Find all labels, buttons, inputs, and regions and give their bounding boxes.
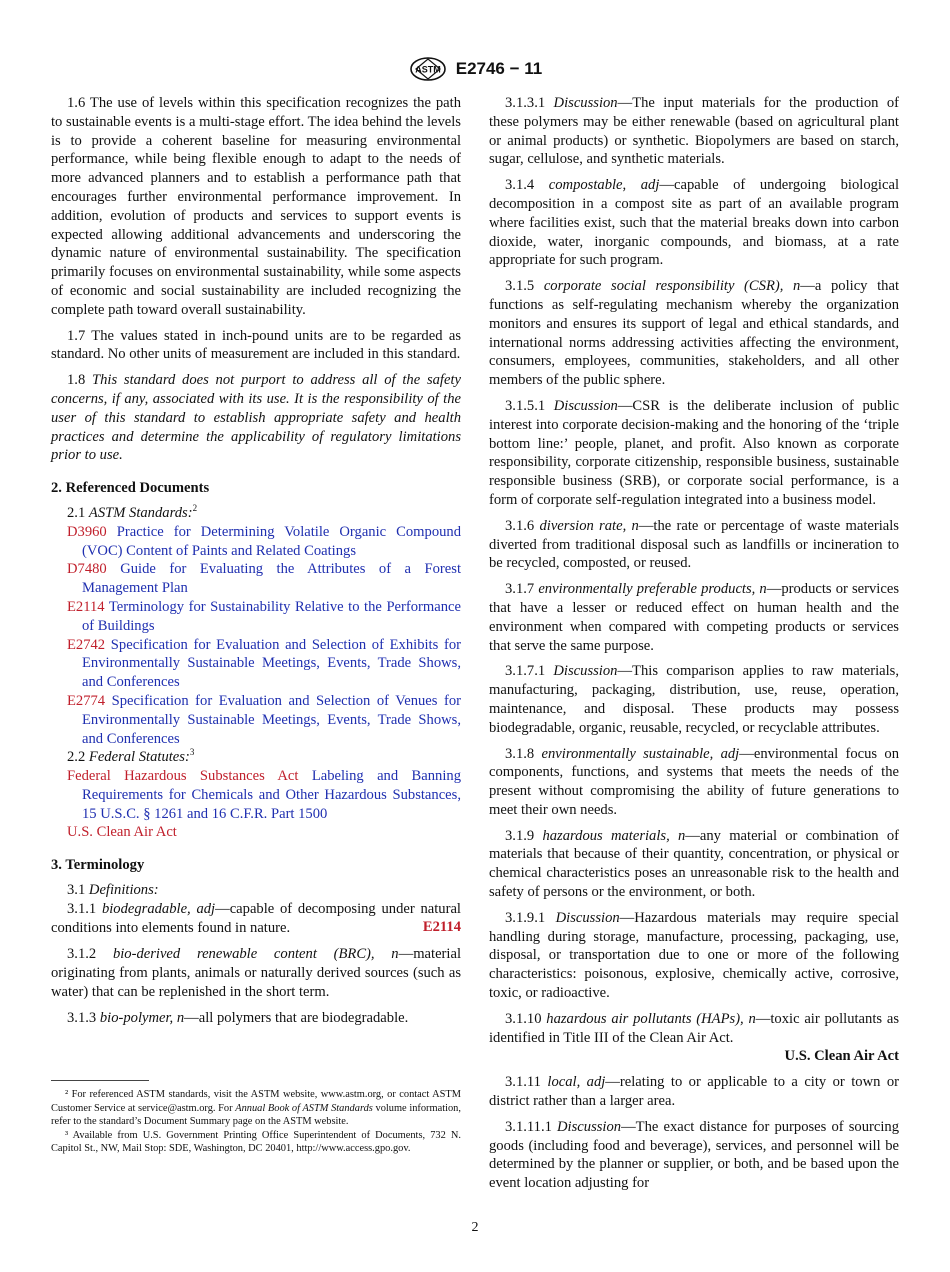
federal-references-list: [51, 767, 461, 842]
footnote-divider: [51, 1080, 149, 1081]
federal-reference-item: [51, 767, 461, 823]
reference-title-link[interactable]: Labeling and Banning Requirements for Chemicals and Other Hazardous Substances, 15 U.S.C. § 1261 and 16 C.F.R. Part 1500: [82, 768, 461, 822]
term-3-1-10: 3.1.10 hazardous air pollutants (HAPs), n—toxic air pollutants as identified in Title III of the Clean Air Act.: [489, 1010, 899, 1046]
term-3-1-8: 3.1.8 environmentally sustainable, adj—environmental focus on components, functions, and systems that meets the needs of the present without compromising the ability of future generations to meet their own needs.: [489, 745, 899, 818]
term-3-1-5: 3.1.5 corporate social responsibility (CSR), n—a policy that functions as self-regulating mechanism whereby the organization monitors and ensures its support of legal and ethical standards, and international norms addressing activities affecting the environment, consumers, employees, communities, stakeholders, and all other members of the public sphere.: [489, 278, 899, 389]
reference-title-link[interactable]: Specification for Evaluation and Selection of Venues for Environmentally Sustainable Meetings, Events, Trade Shows, and Conferences: [82, 692, 461, 747]
reference-code-link[interactable]: Federal Hazardous Substances Act: [67, 768, 299, 785]
term-3-1-9: 3.1.9 hazardous materials, n—any material or combination of materials that because of their quantity, concentration, or physical or chemical characteristics poses an unreasonable risk to the health and safety of persons or the environment, or both.: [489, 827, 899, 901]
astm-reference-item: [51, 636, 461, 692]
footnote-3: ³ Available from U.S. Government Printing Office Superintendent of Documents, 732 N. Capitol St., NW, Mail Stop: SDE, Washington, DC 20401, http://www.access.gpo.gov.: [51, 1129, 461, 1155]
astm-reference-item: [51, 560, 461, 598]
astm-reference-item: [51, 523, 461, 561]
definitions-heading: 3.1 Definitions:: [67, 882, 159, 899]
page-header: [0, 56, 950, 86]
astm-logo-icon: [408, 56, 448, 82]
paragraph-1-7: 1.7 The values stated in inch-pound units are to be regarded as standard. No other units of measurement are included in this standard.: [51, 327, 461, 363]
section-3-heading: 3. Terminology: [51, 857, 145, 874]
term-3-1-4: 3.1.4 compostable, adj—capable of undergoing biological decomposition in a compost site as part of an available program where facilities exist, such that the material breaks down into carbon dioxide, water, inorganic compounds, and biomass, at a rate appropriate for such program.: [489, 177, 899, 269]
reference-title-link[interactable]: Guide for Evaluating the Attributes of a Forest Management Plan: [82, 561, 461, 597]
term-3-1-7-1: 3.1.7.1 Discussion—This comparison applies to raw materials, manufacturing, packaging, distribution, use, reuse, operation, maintenance, and disposal. These products may possess biodegradable, organic, reusable, recycled, or recyclable attributes.: [489, 663, 899, 736]
right-column: [489, 94, 899, 1200]
term-3-1-11-1: 3.1.11.1 Discussion—The exact distance for purposes of sourcing goods (including food and beverage), services, and personnel will be determined by the planner or supplier, or both, and be based upon the event location adjusting for: [489, 1118, 899, 1192]
reference-code-link[interactable]: E2774: [67, 692, 106, 709]
term-3-1-5-1: 3.1.5.1 Discussion—CSR is the deliberate inclusion of public interest into corporate decision-making and the honoring of the ‘triple bottom line:’ people, planet, and profit. Also known as corporate responsibility, corporate citizenship, responsible business, sustainable responsible business (SRB), or corporate social performance, is a form of corporate self-regulation integrated into a business model.: [489, 397, 899, 508]
federal-statutes-heading: 2.2 Federal Statutes:$^3$: [67, 747, 195, 766]
paragraph-1-8: [51, 371, 461, 465]
footnotes: [51, 1080, 461, 1156]
reference-title-link[interactable]: Specification for Evaluation and Selection of Exhibits for Environmentally Sustainable Meetings, Events, Trade Shows, and Conferences: [82, 636, 461, 691]
paragraph-1-6: 1.6 The use of levels within this specification recognizes the path to sustainable events is a multi-stage effort. The idea behind the levels is to provide a coherent baseline for measuring environmental performance, while being flexible enough to adapt to the needs of more advanced planners and to establish a performance path that encourages further environmental performance improvement. In addition, evolution of products and services to support events is expected allowing additional advancements and underscoring the dynamic nature of environmental sustainability. The specification primarily focuses on environmental sustainability, while some aspects of economic and social sustainability are included recognizing the complete path toward overall sustainability.: [51, 95, 461, 318]
term-3-1-3: 3.1.3 bio-polymer, n—all polymers that are biodegradable.: [67, 1009, 409, 1026]
astm-reference-item: [51, 598, 461, 636]
svg-text:ASTM: ASTM: [414, 64, 441, 75]
term-3-1-10-source: U.S. Clean Air Act: [784, 1048, 899, 1065]
paragraph-1-8-text: This standard does not purport to address all of the safety concerns, if any, associated with its use. It is the responsibility of the user of this standard to establish appropriate safety and health practices and determine the applicability of regulatory limitations prior to use.: [51, 372, 461, 464]
term-3-1-3-1: 3.1.3.1 Discussion—The input materials for the production of these polymers may be either renewable (based on agricultural plant or animal products) or synthetic. Biopolymers are based on starch, sugar, cellulose, and synthetic materials.: [489, 95, 899, 168]
page-number: 2: [471, 1220, 479, 1235]
reference-code-link[interactable]: U.S. Clean Air Act: [67, 824, 177, 841]
term-3-1-1-source-link[interactable]: E2114: [422, 919, 461, 936]
footnote-2: ² For referenced ASTM standards, visit the ASTM website, www.astm.org, or contact ASTM Customer Service at service@astm.org. For Annual Book of ASTM Standards volume information, refer to the standard’s Document Summary page on the ASTM website.: [51, 1089, 461, 1128]
astm-references-list: [51, 523, 461, 749]
term-3-1-6: 3.1.6 diversion rate, n—the rate or percentage of waste materials diverted from traditional disposal such as landfills or incineration to be recycled, composted, or reused.: [489, 517, 899, 572]
reference-code-link[interactable]: E2742: [67, 636, 106, 653]
federal-reference-item: [51, 823, 461, 842]
reference-code-link[interactable]: D7480: [67, 561, 107, 578]
reference-title-link[interactable]: Practice for Determining Volatile Organic Compound (VOC) Content of Paints and Related Coatings: [82, 523, 462, 559]
astm-standards-heading: 2.1 ASTM Standards:$^2$: [67, 503, 198, 521]
reference-code-link[interactable]: E2114: [67, 598, 105, 615]
standard-designation: E2746 − 11: [455, 59, 543, 78]
reference-code-link[interactable]: D3960: [67, 523, 107, 540]
reference-title-link[interactable]: Terminology for Sustainability Relative to the Performance of Buildings: [82, 598, 461, 634]
term-3-1-11: 3.1.11 local, adj—relating to or applicable to a city or town or district rather than a larger area.: [489, 1074, 899, 1110]
term-3-1-1: 3.1.1 biodegradable, adj—capable of decomposing under natural conditions into elements found in nature.: [51, 900, 461, 936]
term-3-1-7: 3.1.7 environmentally preferable products, n—products or services that have a lesser or reduced effect on human health and the environment when compared with competing products or services that serve the same purpose.: [489, 581, 900, 654]
term-3-1-2: 3.1.2 bio-derived renewable content (BRC), n—material originating from plants, animals or naturally derived sources (such as water) that can be replenished in the short term.: [51, 946, 461, 1000]
astm-reference-item: [51, 692, 461, 748]
section-2-heading: 2. Referenced Documents: [51, 480, 210, 497]
left-column: [51, 94, 461, 1034]
paragraph-1-8-number: 1.8: [67, 372, 86, 389]
term-3-1-9-1: 3.1.9.1 Discussion—Hazardous materials may require special handling during storage, manufacture, processing, packaging, use, disposal, or transportation due to one or more of the following characteristics: poisonous, explosive, chemically active, corrosive, toxic, or radioactive.: [489, 909, 899, 1002]
